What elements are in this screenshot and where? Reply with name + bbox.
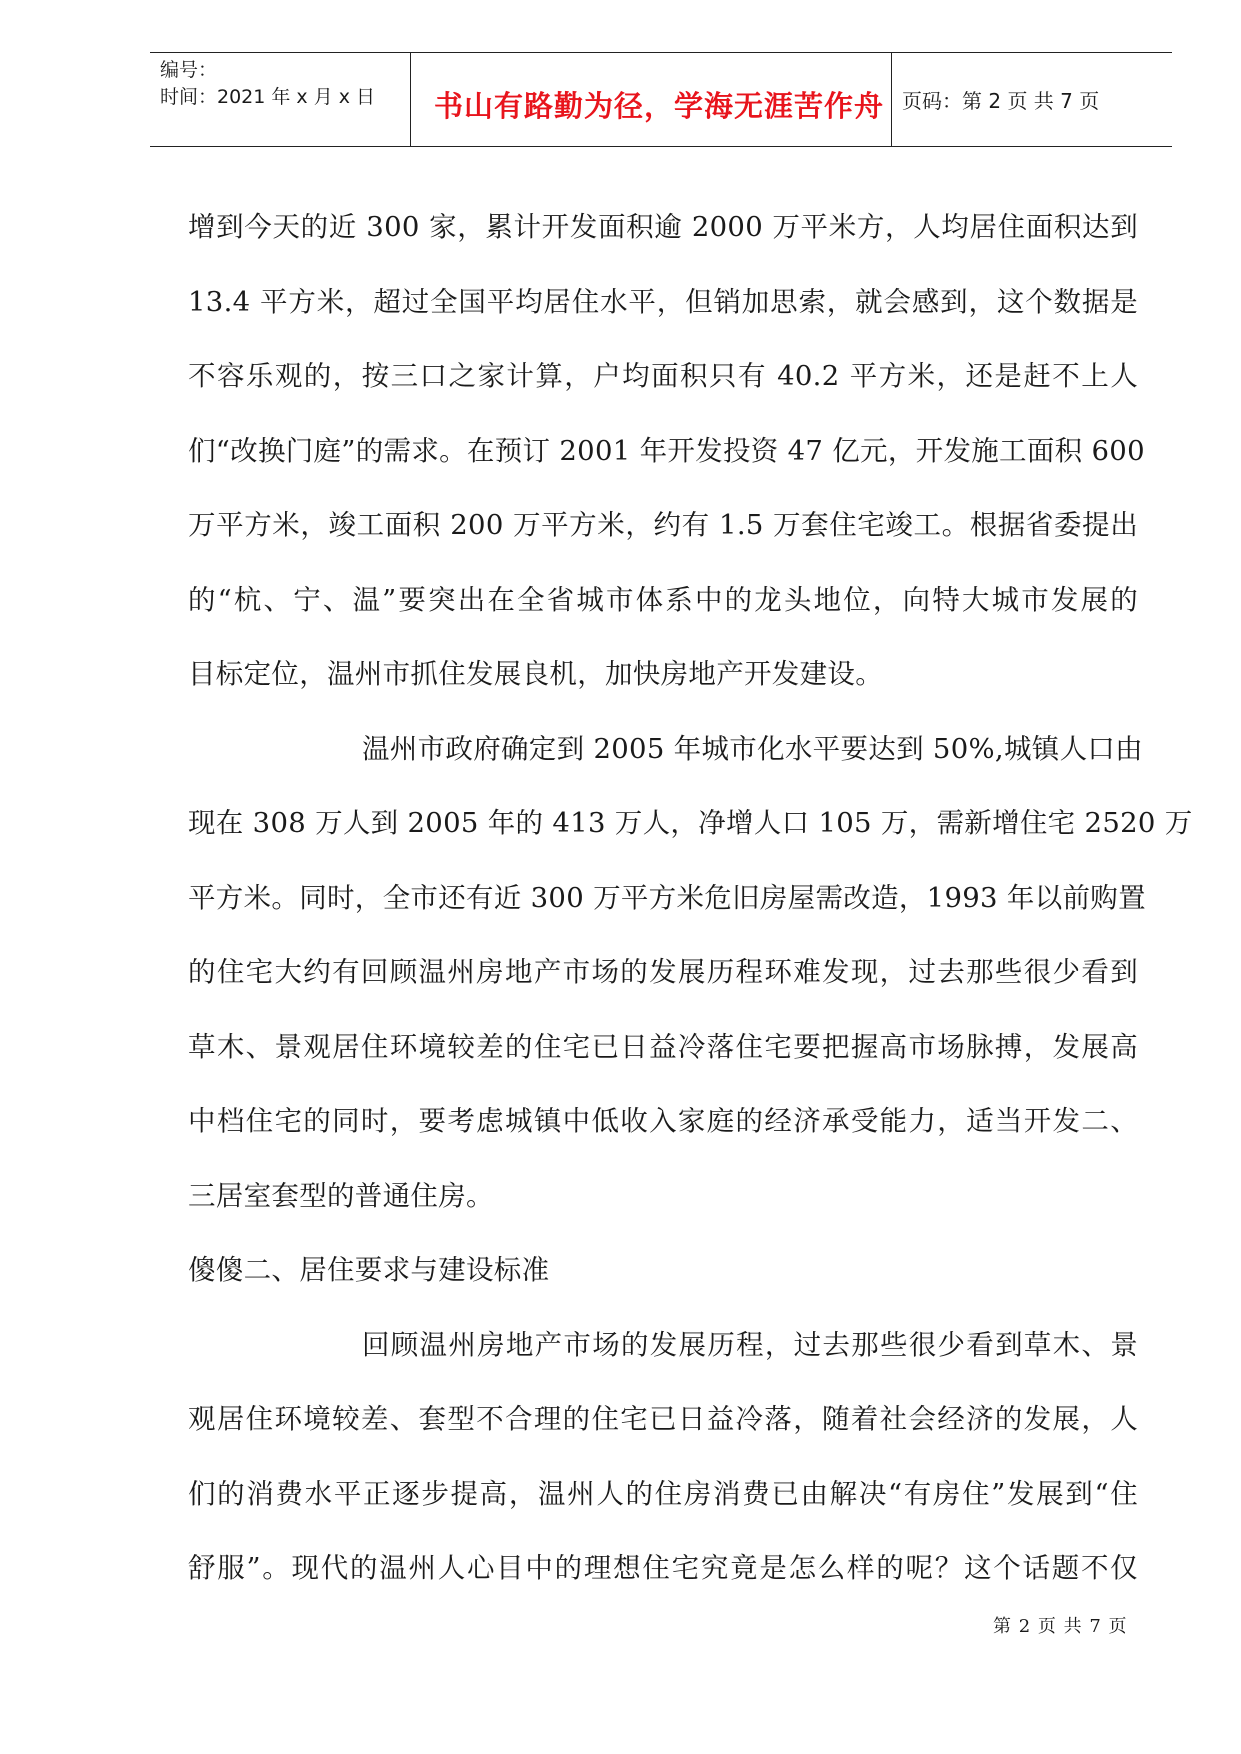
page-footer: 第 2 页 共 7 页 (993, 1616, 1128, 1637)
body-line: 的“杭、宁、温”要突出在全省城市体系中的龙头地位，向特大城市发展的 (188, 583, 1138, 616)
body-line: 三居室套型的普通住房。 (188, 1179, 494, 1212)
body-line: 13.4 平方米，超过全国平均居住水平，但销加思索，就会感到，这个数据是 (188, 285, 1138, 318)
body-line: 舒服”。现代的温州人心目中的理想住宅究竟是怎么样的呢？这个话题不仅 (188, 1552, 1138, 1584)
body-line: 们的消费水平正逐步提高，温州人的住房消费已由解决“有房住”发展到“住 (188, 1477, 1138, 1510)
body-line: 目标定位，温州市抓住发展良机，加快房地产开发建设。 (188, 658, 883, 690)
body-line: 们“改换门庭”的需求。在预订 2001 年开发投资 47 亿元，开发施工面积 600 (188, 434, 1145, 467)
body-line: 温州市政府确定到 2005 年城市化水平要达到 50%,城镇人口由 (362, 732, 1143, 765)
body-line: 观居住环境较差、套型不合理的住宅已日益冷落，随着社会经济的发展，人 (188, 1403, 1138, 1435)
body-line: 不容乐观的，按三口之家计算，户均面积只有 40.2 平方米，还是赶不上人 (188, 360, 1138, 392)
document-body (188, 190, 1193, 1606)
page-header (150, 52, 1172, 147)
body-line: 平方米。同时，全市还有近 300 万平方米危旧房屋需改造，1993 年以前购置 (188, 881, 1146, 914)
body-line: 中档住宅的同时，要考虑城镇中低收入家庭的经济承受能力，适当开发二、 (188, 1105, 1138, 1137)
header-meta-cell (150, 53, 411, 146)
header-page-info: 页码：第 2 页 共 7 页 (902, 89, 1100, 113)
section-heading: 傻傻二、居住要求与建设标准 (188, 1254, 550, 1286)
body-line: 增到今天的近 300 家，累计开发面积逾 2000 万平米方，人均居住面积达到 (188, 211, 1138, 243)
body-line: 万平方米，竣工面积 200 万平方米，约有 1.5 万套住宅竣工。根据省委提出 (188, 509, 1138, 541)
motto-text: 书山有路勤为径，学海无涯苦作舟 (434, 89, 885, 123)
header-motto-cell (411, 53, 892, 146)
time-label: 时间：2021 年 x 月 x 日 (160, 86, 376, 108)
body-line: 现在 308 万人到 2005 年的 413 万人，净增人口 105 万，需新增住宅 2520 万 (188, 807, 1193, 839)
body-line: 的住宅大约有回顾温州房地产市场的发展历程环难发现，过去那些很少看到 (188, 956, 1138, 988)
body-line: 草木、景观居住环境较差的住宅已日益冷落住宅要把握高市场脉搏，发展高 (188, 1030, 1138, 1063)
body-line: 回顾温州房地产市场的发展历程，过去那些很少看到草木、景 (362, 1328, 1138, 1361)
number-label: 编号： (160, 59, 218, 81)
